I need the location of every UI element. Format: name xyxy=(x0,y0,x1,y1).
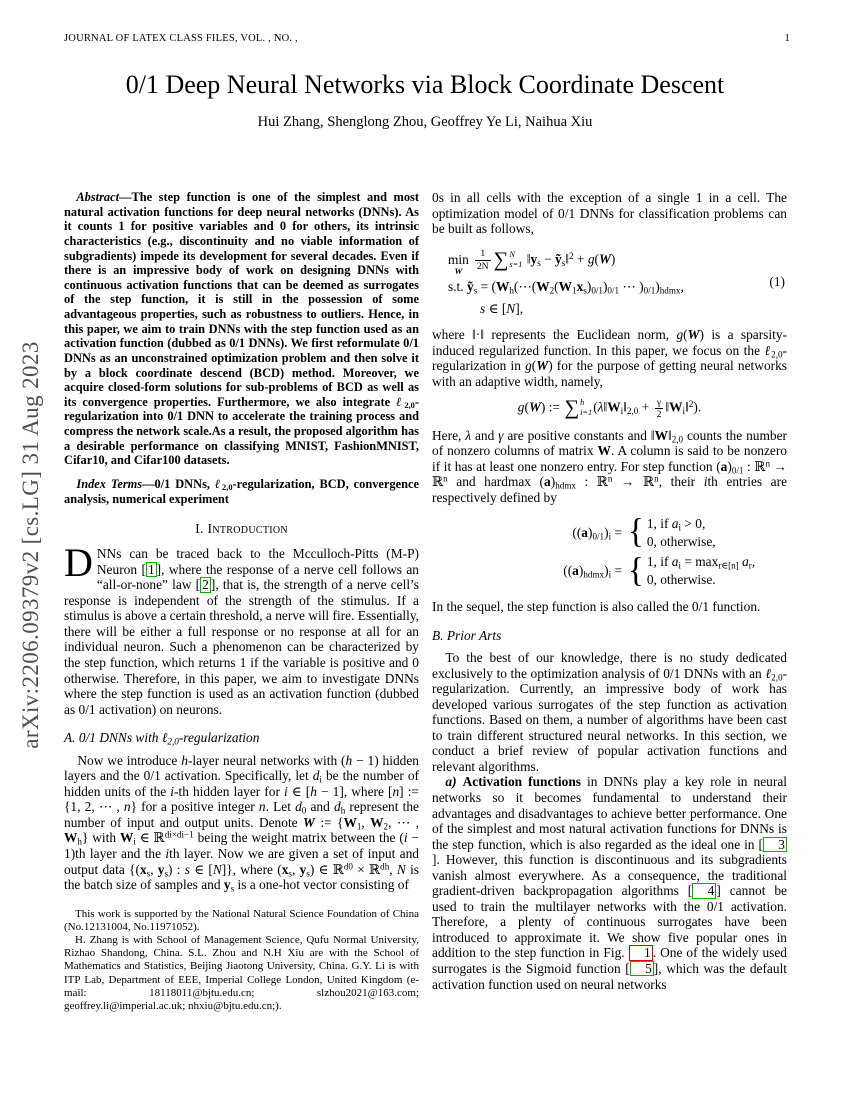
math-subscript: 2,0 xyxy=(167,736,179,747)
sum-upper-limit: N xyxy=(509,249,515,259)
section-a-paragraph: Now we introduce h-layer neural networks with (h − 1) hidden layers and the 0/1 activation. Specifically, let $d_i$ be the number of hidden units of the i-th hidden layer for i ∈ [h − 1], where [n] := {1, 2, ⋯ , n} for a positive integer n. Let $d_0$ and $d_h$ represent the number of input and output units. Denote W := {$W_1$, $W_2$, ⋯ , $W_h$} with $W_i$ ∈ ℝ$^{di\times di-1}$ being the weight matrix between the (i − 1)th layer and the ith layer. Now we are given a set of input and output data {($x_s$, $y_s$) : s ∈ [N]}, where ($x_s$, $y_s$) ∈ ℝ$^{d0}$ × ℝ$^{dh}$, N is the batch size of samples and $y_s$ is a one-hot vector consisting of xyxy=(64,752,419,894)
math-superscript: di×di−1 xyxy=(164,829,194,840)
math-italic: i xyxy=(165,845,170,861)
math-bold: a xyxy=(544,474,551,490)
math-subscript: 1 xyxy=(356,821,362,832)
subsection-heading-b: B. Prior Arts xyxy=(432,627,502,643)
math-superscript: 2 xyxy=(569,250,574,261)
math-subscript: 2,0 xyxy=(404,399,415,410)
math-italic: g xyxy=(517,399,525,415)
math-bold: y xyxy=(223,877,231,893)
index-terms-text: 0/1 DNNs, ℓ$_{2,0}$-regularization, BCD, convergence analysis, numerical experiment xyxy=(64,476,419,506)
left-column xyxy=(64,190,419,1013)
math-subscript: i xyxy=(608,569,612,580)
math-bold: W xyxy=(370,814,384,830)
fraction-numerator: 1 xyxy=(475,248,491,260)
math-subscript: 0/1 xyxy=(591,285,603,296)
limit-operator xyxy=(448,244,469,277)
math-italic: d xyxy=(312,768,320,784)
case-hardmax-lhs: $((a)_{hdmx})_i$ = xyxy=(563,563,622,580)
figure-ref-link[interactable]: 1 xyxy=(629,945,653,960)
two-column-body xyxy=(64,190,788,1013)
intro-paragraph xyxy=(64,540,420,717)
footnote-affiliations: H. Zhang is with School of Management Science, Qufu Normal University, Rizhao Shandong, China. S.L. Zhou and N.H Xiu are with the School of Mathematics and Statistics, Beijing Jiaotong University, China. G.Y. Li is with ITP Lab, Department of EEE, Imperial College London, United Kingdom (e-mail: 18118011@bjtu.edu.cn; slzhou2021@163.com; geoffrey.li@imperial.ac.uk; nhxiu@bjtu.edu.cn;). xyxy=(64,933,419,1012)
activation-functions-paragraph: a) Activation functions in DNNs play a key role in neural networks so it becomes fundamental to understand their advantages and disadvantages to achieve better performance. One of the simplest and most natural activation functions for DNNs is the step function, which is also regarded as the ideal one in [ 3]. However, this function is discontinuous and its subgradients vanish almost everywhere. As a consequence, the traditional gradient-driven backpropagation algorithms [ 4 ] cannot be used to train the multilayer networks with the 0/1 activation. Therefore, a plenty of continuous surrogates have been introduced to approximate it. We show five popular ones in addition to the step function in Fig. 1 . One of the widely used surrogates is the Sigmoid function [ 5 ], which was the default activation function used on neural networks xyxy=(432,774,788,992)
math-bold: W xyxy=(64,830,78,846)
math-subscript: 2,0 xyxy=(222,481,233,492)
intro-text: NNs can be traced back to the Mcculloch-Pitts (M-P) Neuron [ 1 ], where the response of a nerve cell follows an “all-or-none” law [ 2 ], that is, the strength of a nerve cell’s response is independent of the strength of the stimulus. If a stimulus is above a certain threshold, a nerve will fire. Essentially, there will be either a full response or no response at all for an individual neuron. Such a phenomenon can be characterized by the step function, which returns 1 if the variable is positive and 0 otherwise. Therefore, in this paper, we aim to investigate DNNs where the step function is used as an activation function (dubbed as 0/1 activation) on neurons. xyxy=(64,546,420,717)
math-subscript: 0/1 xyxy=(607,285,620,296)
math-bold-italic: W xyxy=(536,358,549,374)
case-hardmax-row-1: 1, if $a_i = \max_{r\in[n]} a_r$, xyxy=(646,554,756,571)
math-bold: W xyxy=(343,814,357,830)
math-italic: a xyxy=(742,554,749,570)
math-italic: g xyxy=(525,358,532,374)
case-hardmax xyxy=(484,552,787,590)
math-italic: λ xyxy=(597,399,604,415)
sum-upper-limit: h xyxy=(580,397,585,407)
left-brace: { xyxy=(628,513,644,552)
math-subscript: 2,0 xyxy=(626,405,639,416)
math-subscript: h xyxy=(509,285,514,296)
equation-regularizer: g(W) := ∑ h i=1 ($\lambda‖W_i‖_{2,0}$ + $\frac{\gamma}{2}$ $‖W_i‖^2$). xyxy=(517,396,702,420)
math-superscript: n xyxy=(654,473,659,484)
index-terms-label: Index Terms xyxy=(76,476,143,491)
math-italic: h xyxy=(181,752,188,768)
math-italic: γ xyxy=(498,427,504,443)
math-bold: W xyxy=(669,399,683,415)
math-italic: ℓ xyxy=(764,342,772,358)
math-italic: n xyxy=(123,799,131,815)
math-italic: a xyxy=(671,516,679,532)
right-column xyxy=(432,190,787,1013)
math-italic: d xyxy=(295,799,302,815)
citation-link[interactable]: 2 xyxy=(202,577,209,593)
math-italic: n xyxy=(258,799,266,815)
math-subscript: 0/1 xyxy=(592,531,605,542)
sum-limits xyxy=(509,250,522,271)
math-italic: ℓ xyxy=(161,730,168,746)
equation-1-line-2: s.t. ỹ$_s$ = ($W_h(\cdots(W_2(W_1x_s)_{0/1})_{0/1}$ ⋯ )$_{0/1})_{hdmx}$, xyxy=(448,279,684,296)
math-subscript: s xyxy=(306,867,310,878)
math-bold: W xyxy=(654,427,668,443)
math-bold: y xyxy=(157,861,165,877)
math-subscript: 2,0 xyxy=(671,433,684,444)
math-italic: h xyxy=(345,752,353,768)
math-bold: a xyxy=(572,563,579,579)
equation-1-line-1: min W $\frac{1}{2N}$ ∑ N s=1 $‖y_s$ − ỹ$_s$‖$^2$ + g(W) xyxy=(448,244,787,277)
running-header xyxy=(64,33,790,44)
math-italic: g xyxy=(676,327,684,343)
index-terms-paragraph xyxy=(64,477,419,506)
sum-operator xyxy=(494,250,523,271)
math-bold: a xyxy=(720,458,728,474)
math-bold: W xyxy=(597,443,611,459)
math-superscript: 2 xyxy=(688,398,694,409)
math-italic: s xyxy=(480,300,486,316)
math-bold: Activation functions xyxy=(462,774,581,790)
math-subscript: s xyxy=(164,867,169,878)
math-bold: W xyxy=(558,279,573,295)
math-bold-italic: W xyxy=(303,814,315,830)
math-italic: λ xyxy=(465,427,472,443)
sum-lower-limit: i=1 xyxy=(580,408,593,418)
math-subscript: hdmx xyxy=(659,285,681,296)
math-subscript: 1 xyxy=(572,285,577,296)
fraction-denominator: 2N xyxy=(476,260,489,272)
math-italic: N xyxy=(506,300,516,316)
math-subscript: s xyxy=(473,285,478,296)
paragraph-lambda-gamma: Here, λ and γ are positive constants and $‖W‖_{2,0}$ counts the number of nonzero columns of matrix W. A column is said to be nonzero if it has at least one nonzero entry. For step function $(a)_{0/1}$ : ℝ$^n$ → ℝ$^n$ and hardmax $(a)_{hdmx}$ : ℝ$^n$ → ℝ$^n$, their ith entries are respectively defined by xyxy=(432,427,788,505)
math-subscript: 2 xyxy=(549,285,555,296)
math-subscript: 2,0 xyxy=(771,671,783,682)
math-italic: i xyxy=(403,830,408,846)
math-superscript: n xyxy=(443,473,448,484)
math-subscript: i xyxy=(678,560,681,571)
math-subscript: s xyxy=(288,867,292,878)
math-subscript: h xyxy=(340,805,346,816)
footnote-funding: This work is supported by the National Natural Science Foundation of China (No.12131004, No.11971052). xyxy=(64,907,419,933)
math-superscript: d0 xyxy=(343,860,353,871)
equation-1-number: (1) xyxy=(769,273,785,289)
section-heading-introduction: I. Introduction xyxy=(195,521,288,537)
math-superscript: n xyxy=(607,473,613,484)
citation-link[interactable]: 4 xyxy=(692,883,716,898)
math-subscript: i xyxy=(682,405,686,416)
prior-arts-paragraph: To the best of our knowledge, there is no study dedicated exclusively to the optimization analysis of 0/1 DNNs with an ℓ$_{2,0}$-regularization. Currently, an impressive body of work has developed various surrogates of the step function as activation functions. Based on them, a number of algorithms have been cast to train different structured neural networks. In this section, we conduct a brief review of popular activation functions and relevant algorithms. xyxy=(432,650,787,774)
math-subscript: 0 xyxy=(301,805,307,816)
paragraph-sequel: In the sequel, the step function is also called the 0/1 function. xyxy=(432,598,761,614)
citation-link[interactable]: 1 xyxy=(147,561,155,577)
math-superscript: dh xyxy=(380,860,390,871)
left-brace: { xyxy=(628,551,644,590)
math-bold: ỹ xyxy=(466,279,474,295)
abstract-label: Abstract xyxy=(76,190,120,204)
case-step-function xyxy=(484,513,787,551)
paper-title: 0/1 Deep Neural Networks via Block Coordinate Descent xyxy=(125,70,725,99)
operator-base: min xyxy=(448,252,469,268)
math-bold: y xyxy=(299,861,307,877)
footnotes-block xyxy=(64,908,419,1014)
citation-link[interactable]: 5 xyxy=(630,961,654,976)
math-bold-italic: W xyxy=(528,399,541,415)
math-bold: W xyxy=(495,279,510,295)
abstract-text: The step function is one of the simplest and most natural activation functions for deep neural networks (DNNs). As it counts 1 for positive variables and 0 for others, its intrinsic characteristics (e.g., discontinuity and no viable information of subgradients) impede its development for several decades. Even if there is an impressive body of work on designing DNNs with continuous activation functions that can be deemed as surrogates of the step function, it is still in the possession of some advantageous properties, such as robustness to outliers. Hence, in this paper, we aim to train DNNs with the step function used as an activation function (dubbed as 0/1 DNNs). We first reformulate 0/1 DNNs as an unconstrained optimization problem and then solve it by a block coordinate descend (BCD) method. Moreover, we acquire closed-form solutions for sub-problems of BCD as well as its convergence properties. Furthermore, we also integrate ℓ$_{2,0}$-regularization into 0/1 DNN to accelerate the training process and compress the network scale.As a result, the proposed algorithm has a desirable performance on classifying MNIST, FashionMNIST, Cifar10, and Cifar100 datasets. xyxy=(64,190,420,468)
math-subscript: hdmx xyxy=(555,480,576,491)
math-bold-italic: W xyxy=(599,251,611,267)
operator-lower-limit: W xyxy=(454,265,463,276)
continuation-paragraph: 0s in all cells with the exception of a single 1 in a cell. The optimization model of 0/1 DNNs for classification problems can be built as follows, xyxy=(432,190,787,237)
math-italic: ℓ xyxy=(396,394,405,409)
case-step-rows xyxy=(647,515,716,550)
math-italic: N xyxy=(396,861,406,877)
citation-link[interactable]: 3 xyxy=(763,837,787,852)
case-hardmax-row-2: 0, otherwise. xyxy=(646,571,716,587)
subsection-heading-a: A. 0/1 DNNs with ℓ$_{2,0}$-regularization xyxy=(64,730,260,747)
math-bold: W xyxy=(536,279,550,295)
math-bold-italic: a) xyxy=(445,774,463,790)
math-subscript: s xyxy=(583,285,587,296)
math-bold-italic: W xyxy=(687,327,700,343)
equation-1 xyxy=(432,244,787,320)
math-subscript: h xyxy=(77,836,82,847)
piecewise-definitions xyxy=(484,513,787,590)
arxiv-watermark: arXiv:2206.09379v2 [cs.LG] 31 Aug 2023 xyxy=(18,341,43,749)
fraction xyxy=(655,397,664,420)
sum-operator xyxy=(564,398,592,419)
math-bold: a xyxy=(581,524,588,540)
math-bold: x xyxy=(139,861,147,877)
journal-name: JOURNAL OF LATEX CLASS FILES, VOL. , NO. , xyxy=(64,33,298,44)
math-bold: W xyxy=(607,399,621,415)
paragraph-euclidean-norm: where ‖·‖ represents the Euclidean norm, g(W) is a sparsity-induced regularized function. In this paper, we focus on the ℓ$_{2,0}$-regularization in g(W) for the purpose of getting neural networks with an adaptive width, namely, xyxy=(432,327,788,389)
math-subscript: r∈[n] xyxy=(718,560,739,571)
math-italic: n xyxy=(392,783,400,799)
sum-lower-limit: s=1 xyxy=(509,260,523,270)
math-subscript: 0/1 xyxy=(643,285,656,296)
math-italic: i xyxy=(284,783,288,799)
math-subscript: r xyxy=(748,560,752,571)
math-italic: a xyxy=(671,554,679,570)
math-subscript: s xyxy=(230,883,235,894)
math-subscript: i xyxy=(319,774,322,785)
math-subscript: hdmx xyxy=(583,569,605,580)
dropcap-letter: D xyxy=(64,540,93,586)
math-subscript: s xyxy=(561,257,566,268)
math-subscript: i xyxy=(133,836,136,847)
math-italic: N xyxy=(212,861,222,877)
fraction xyxy=(475,248,491,271)
math-subscript: s xyxy=(146,867,151,878)
math-bold: y xyxy=(530,251,538,267)
math-subscript: 2,0 xyxy=(771,349,783,360)
math-subscript: s xyxy=(537,257,541,268)
fraction-numerator: γ xyxy=(655,397,664,409)
math-italic: i xyxy=(170,783,175,799)
abstract-dash: — xyxy=(119,190,132,204)
math-italic: g xyxy=(587,251,595,267)
math-italic: ℓ xyxy=(214,476,223,491)
case-step-lhs: $((a)_{0/1})_i$ = xyxy=(572,524,622,542)
case-step-row-1: 1, if $a_i > 0$, xyxy=(646,516,706,533)
math-superscript: n xyxy=(765,458,771,469)
index-terms-dash: — xyxy=(142,476,155,491)
paper-authors: Hui Zhang, Shenglong Zhou, Geoffrey Ye Li, Naihua Xiu xyxy=(257,114,593,130)
math-italic: i xyxy=(703,474,708,490)
math-subscript: i xyxy=(608,531,612,542)
math-bold: x xyxy=(576,279,584,295)
math-bold: W xyxy=(119,830,134,846)
equation-1-line-3: s ∈ [N], xyxy=(480,300,524,316)
sigma-glyph: ∑ xyxy=(493,248,509,271)
math-bold: x xyxy=(281,861,289,877)
page-number: 1 xyxy=(784,33,790,44)
math-italic: h xyxy=(310,783,317,799)
math-subscript: i xyxy=(678,522,681,533)
math-italic: ℓ xyxy=(765,665,772,681)
abstract-paragraph xyxy=(64,190,419,468)
math-subscript: 0/1 xyxy=(731,465,744,476)
math-italic: d xyxy=(333,799,341,815)
case-hardmax-rows xyxy=(647,553,755,588)
math-italic: s xyxy=(184,861,190,877)
math-bold: ỹ xyxy=(555,251,562,267)
sigma-glyph: ∑ xyxy=(564,396,580,419)
case-step-row-2: 0, otherwise, xyxy=(646,533,716,549)
math-subscript: 2 xyxy=(383,821,389,832)
fraction-denominator: 2 xyxy=(656,408,662,420)
math-subscript: i xyxy=(620,405,624,416)
sum-limits xyxy=(580,398,592,419)
